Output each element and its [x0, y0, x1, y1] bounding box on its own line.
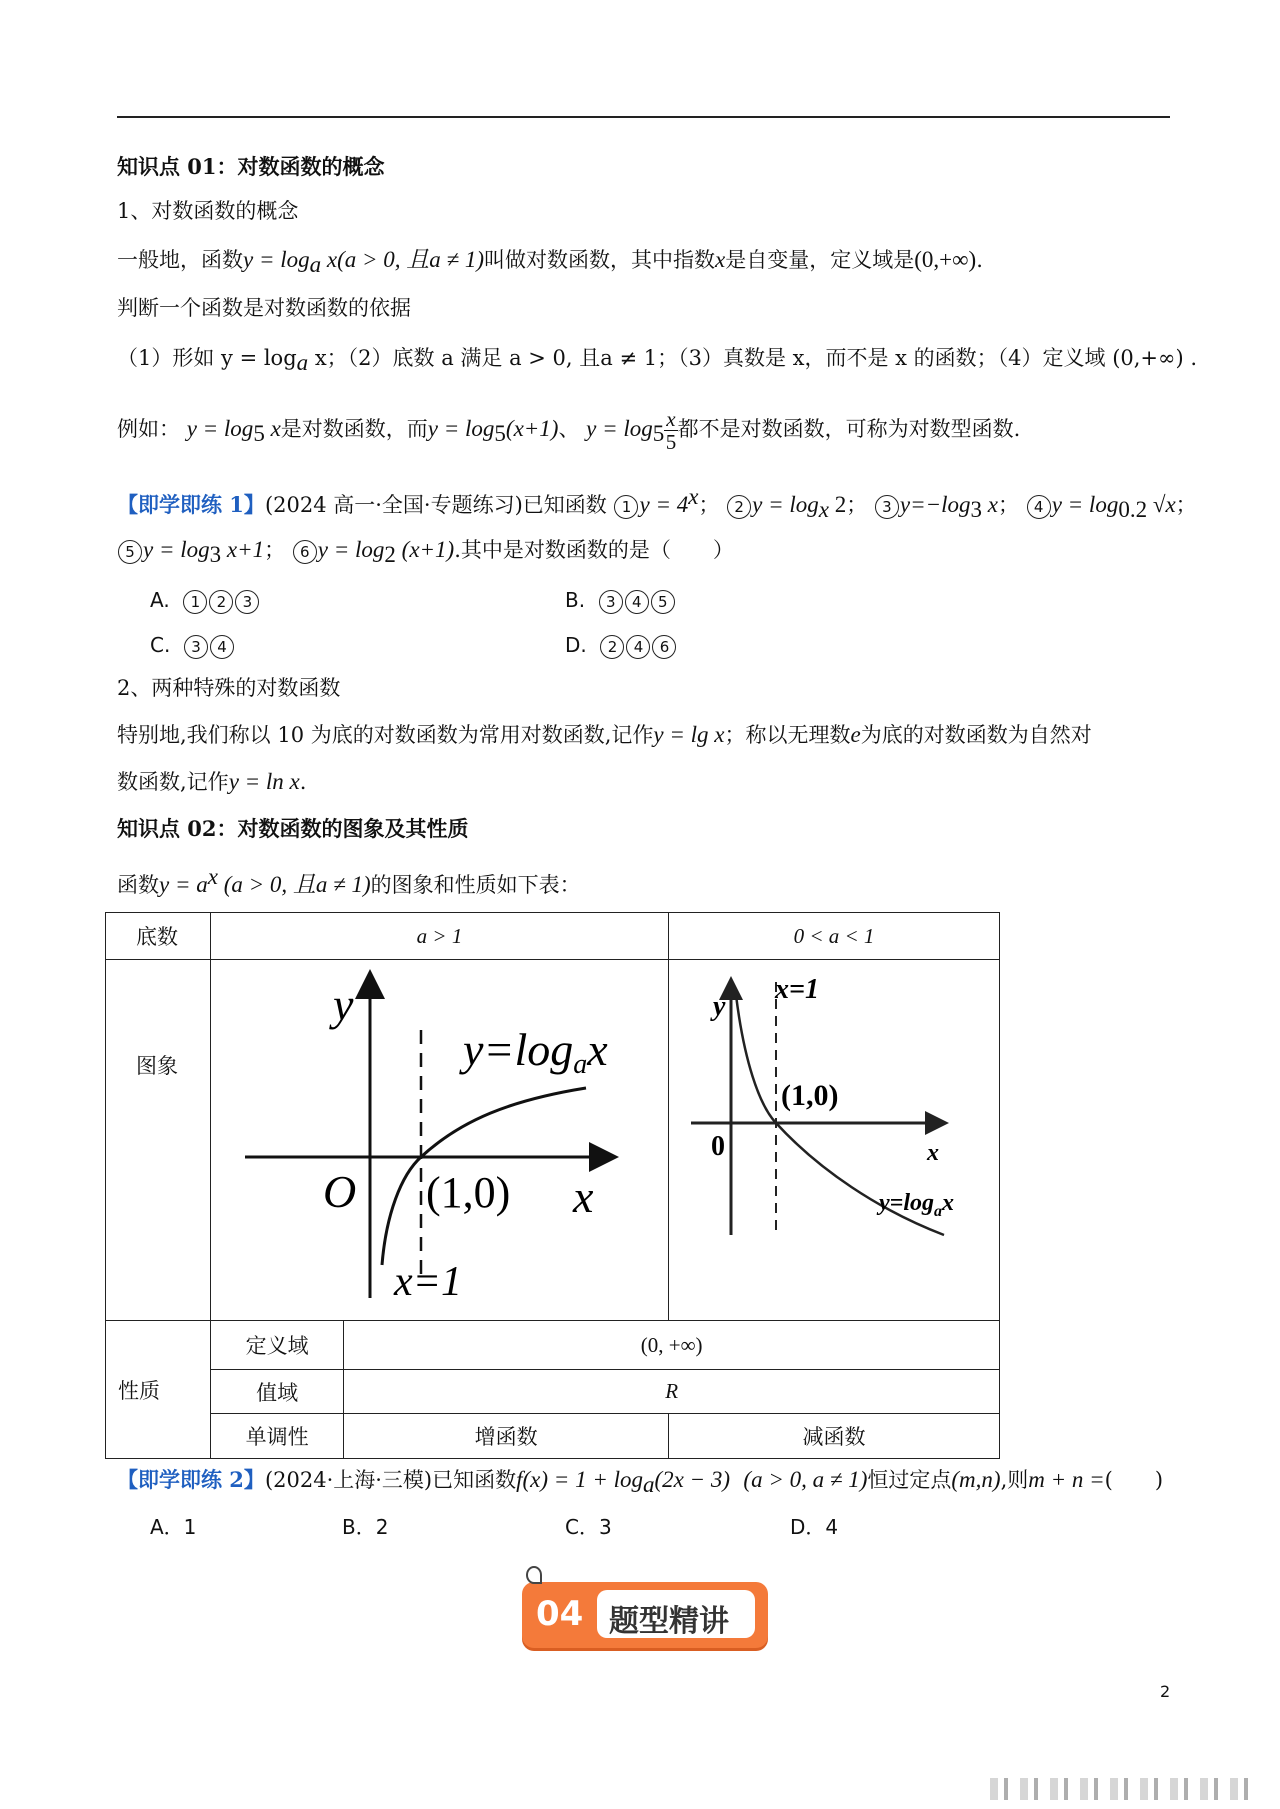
exercise1-option-d[interactable]: D. 2 4 6	[565, 630, 677, 660]
range-value: R	[344, 1370, 1000, 1414]
x-axis-label: x	[927, 1140, 939, 1166]
graph-log-decreasing	[669, 960, 999, 1320]
special-line2: 数函数,记作y = ln x.	[117, 769, 307, 794]
point-label: (1,0)	[426, 1168, 511, 1217]
point-label: (1,0)	[781, 1079, 839, 1112]
exercise1-option-a[interactable]: A. 1 2 3	[150, 585, 260, 615]
monotonic-increasing: 增函数	[344, 1414, 669, 1459]
header-base: 底数	[106, 913, 211, 960]
criteria-title: 判断一个函数是对数函数的依据	[117, 296, 411, 320]
exercise1-line1: 【即学即练 1】(2024 高一·全国·专题练习)已知函数 1 $y = 4^x$； 2 $y = \log_x 2$； 3 $y=-\log_3$ x； 4 $y = \log_{0.2} √x$；	[117, 484, 1197, 523]
header-a-lt-1: 0 < a < 1	[669, 913, 1000, 960]
y-axis-label: y	[333, 979, 354, 1030]
exercise1-option-c[interactable]: C. 3 4	[150, 630, 235, 660]
header-rule	[117, 116, 1170, 118]
banner-title: 题型精讲	[609, 1604, 729, 1639]
row-label-graph: 图象	[106, 960, 211, 1321]
bottom-decoration	[990, 1778, 1260, 1800]
header-a-gt-1: a > 1	[211, 913, 669, 960]
exercise2-option-d[interactable]: D．4	[790, 1515, 839, 1539]
graph-cell-a-lt-1	[669, 960, 1000, 1321]
criteria-line: （1）形如 $y = \log_a x$；（2）底数 a 满足 a > 0, 且a ≠ 1；（3）真数是 x，而不是 x 的函数；（4）定义域 (0,+∞) .	[117, 346, 1198, 376]
circle-num: 1	[614, 495, 638, 519]
section-title-02: 知识点 02：对数函数的图象及其性质	[117, 816, 469, 841]
subsection-title-concept: 1、对数函数的概念	[117, 199, 299, 223]
exercise2-option-a[interactable]: A．1	[150, 1515, 197, 1539]
properties-table	[105, 912, 1000, 1459]
row-label-props: 性质	[106, 1321, 211, 1459]
banner-title-box	[597, 1590, 755, 1638]
banner-number: 04	[536, 1594, 584, 1634]
exercise1-line2: 5 $y = \log_3 x+1$； 6 $y = \log_2 (x+1)$.其中是对数函数的是（ ）	[117, 535, 734, 570]
graph-cell-a-gt-1	[211, 960, 669, 1321]
origin-label: O	[323, 1166, 357, 1217]
domain-label: 定义域	[211, 1321, 344, 1370]
exercise1-option-b[interactable]: B. 3 4 5	[565, 585, 676, 615]
function-label: y=logax	[463, 1024, 608, 1080]
asymptote-label: x=1	[394, 1259, 462, 1305]
definition-line: 一般地，函数$y = \log_a x(a > 0$, 且a ≠ 1)叫做对数函数，其中指数x是自变量，定义域是(0,+∞).	[117, 247, 983, 278]
subsection-title-special: 2、两种特殊的对数函数	[117, 676, 341, 700]
special-line1: 特别地,我们称以 10 为底的对数函数为常用对数函数,记作y = lg x；称以无理数e为底的对数函数为自然对	[117, 722, 1092, 747]
exercise2-option-c[interactable]: C．3	[565, 1515, 612, 1539]
x-axis-label: x	[573, 1171, 594, 1222]
section-banner	[522, 1582, 768, 1648]
section-title-01: 知识点 01：对数函数的概念	[117, 154, 385, 179]
exercise2-line: 【即学即练 2】(2024·上海·三模)已知函数$f(x) = 1 + \log_a(2x - 3) (a > 0$, a ≠ 1)恒过定点(m,n),则m + n =( )	[117, 1467, 1164, 1498]
page-number: 2	[1160, 1682, 1171, 1701]
circle-num: 2	[727, 495, 751, 519]
table-intro: 函数$y = a^x$ (a > 0, 且a ≠ 1)的图象和性质如下表：	[117, 864, 581, 897]
circle-num: 3	[875, 495, 899, 519]
range-label: 值域	[211, 1370, 344, 1414]
monotonic-decreasing: 减函数	[669, 1414, 1000, 1459]
circle-num: 5	[118, 540, 142, 564]
example-line: 例如： $y = \log_5 x$是对数函数，而$y = \log_5(x+1)$、 $y = \log_5$ $\frac{x}{5}$ 都不是对数函数，可称为对数型函数.	[117, 407, 1021, 454]
asymptote-label: x=1	[775, 974, 819, 1005]
monotonic-label: 单调性	[211, 1414, 344, 1459]
origin-label: 0	[711, 1131, 725, 1162]
circle-num: 6	[293, 540, 317, 564]
function-label: $y=\log_ax$	[879, 1190, 954, 1220]
circle-num: 4	[1027, 495, 1051, 519]
exercise2-option-b[interactable]: B．2	[342, 1515, 389, 1539]
fraction-x-over-5: $\frac{x}{5}$	[665, 407, 677, 454]
y-axis-label: y	[713, 991, 726, 1022]
domain-value: (0, +∞)	[344, 1321, 1000, 1370]
graph-log-increasing	[211, 960, 668, 1320]
banner-hook-icon	[526, 1566, 542, 1584]
